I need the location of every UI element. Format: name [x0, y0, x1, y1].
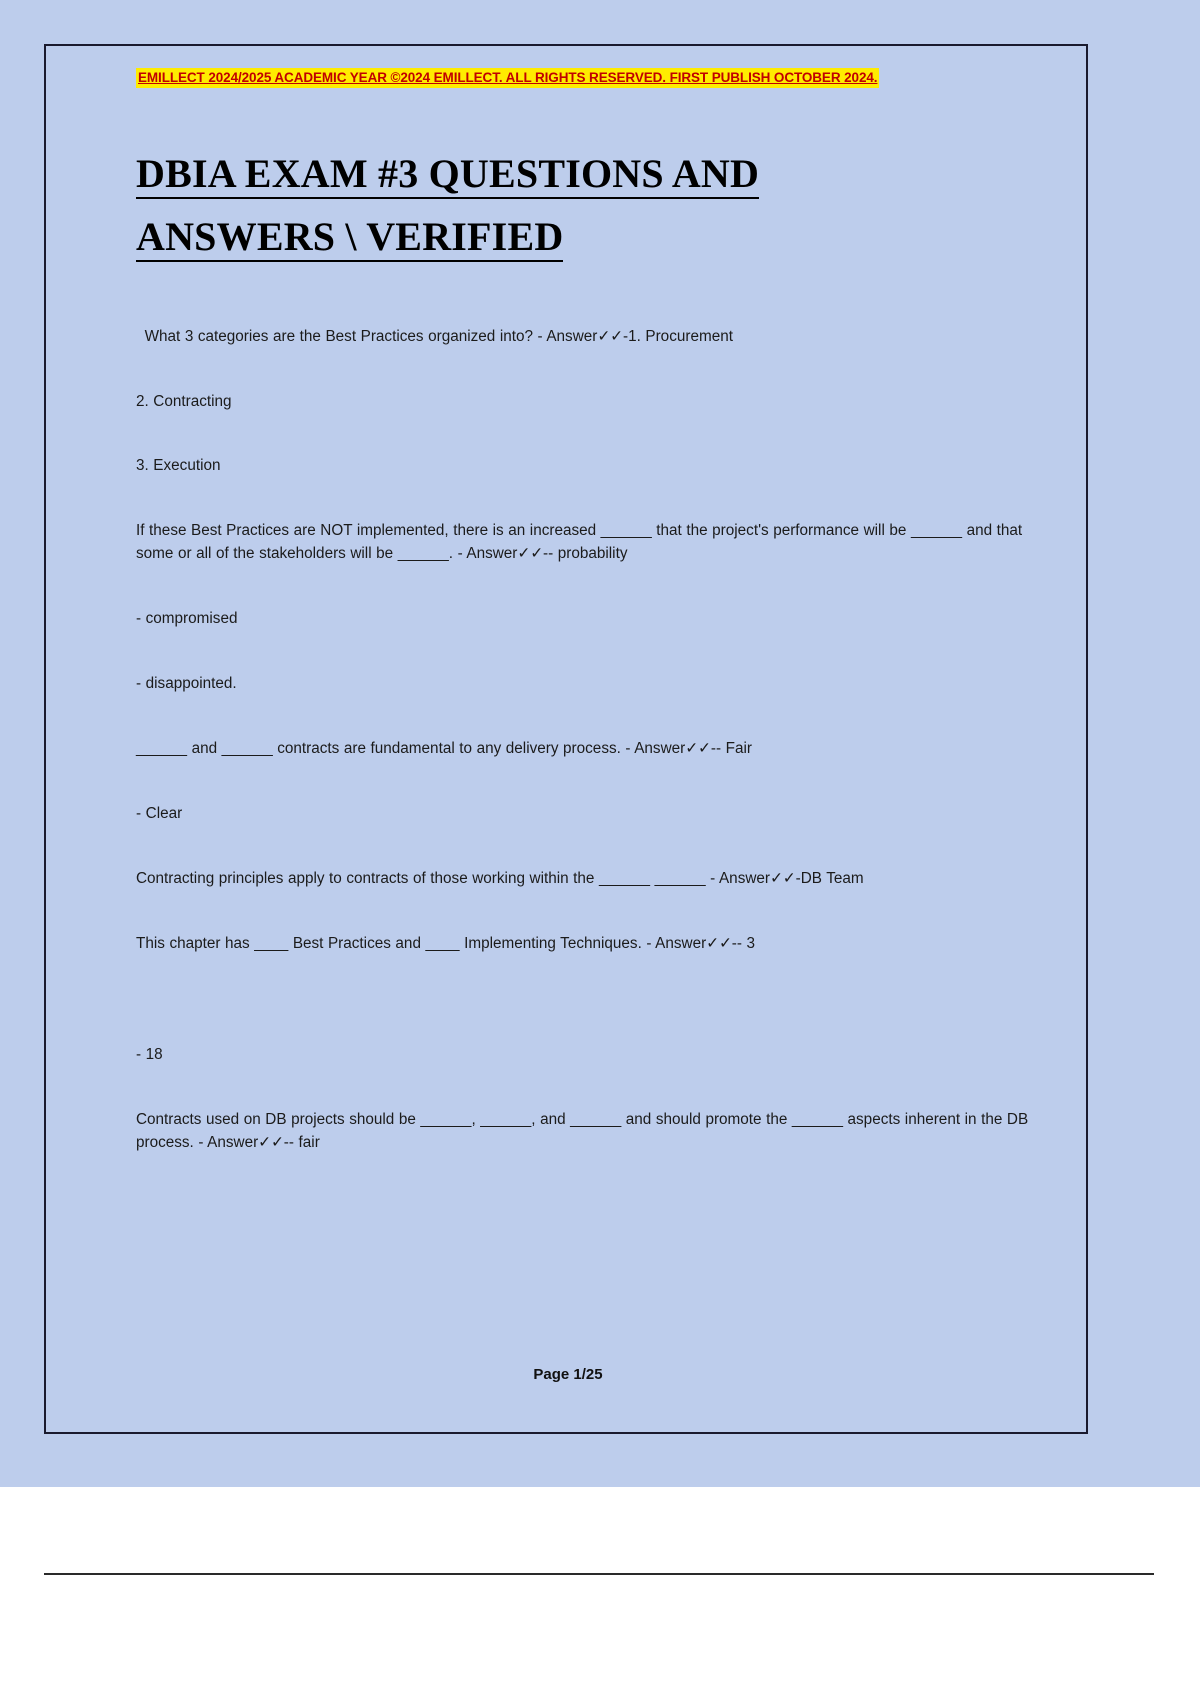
qa-paragraph: - 18	[136, 1045, 163, 1063]
page-divider	[44, 1573, 1154, 1575]
qa-paragraph: Contracting principles apply to contracts of those working within the ______ ______ - Answer✓✓-DB Team	[136, 870, 864, 888]
qa-paragraph: If these Best Practices are NOT implemented, there is an increased ______ that the project's performance will be ______ and that some or all of the stakeholders will be ______. - Answer✓✓-- probability	[136, 522, 1027, 563]
qa-paragraph: This chapter has ____ Best Practices and ____ Implementing Techniques. - Answer✓✓-- 3	[136, 934, 756, 952]
qa-paragraph: 3. Execution	[136, 457, 221, 475]
question-answer-body	[136, 326, 1036, 1155]
page-footer: Page 1/25	[533, 1366, 603, 1383]
next-page-edge	[0, 1487, 1200, 1700]
page-content	[136, 68, 1036, 1195]
qa-paragraph: ______ and ______ contracts are fundamental to any delivery process. - Answer✓✓-- Fair	[136, 740, 752, 758]
qa-paragraph: - Clear	[136, 805, 183, 823]
page-title	[136, 146, 1036, 266]
qa-paragraph: - disappointed.	[136, 675, 237, 693]
page-border	[44, 44, 1088, 1434]
copyright-banner: EMILLECT 2024/2025 ACADEMIC YEAR ©2024 EMILLECT. ALL RIGHTS RESERVED. FIRST PUBLISH OCTOBER 2024.	[136, 68, 879, 88]
qa-paragraph: 2. Contracting	[136, 392, 232, 410]
page-title-line-2: ANSWERS \ VERIFIED	[136, 214, 563, 262]
qa-paragraph: Contracts used on DB projects should be ______, ______, and ______ and should promote the ______ aspects inherent in the DB process. - Answer✓✓-- fair	[136, 1110, 1033, 1151]
qa-paragraph: - compromised	[136, 610, 238, 628]
page-title-line-1: DBIA EXAM #3 QUESTIONS AND	[136, 151, 759, 199]
qa-paragraph: What 3 categories are the Best Practices organized into? - Answer✓✓-1. Procurement	[140, 327, 733, 345]
